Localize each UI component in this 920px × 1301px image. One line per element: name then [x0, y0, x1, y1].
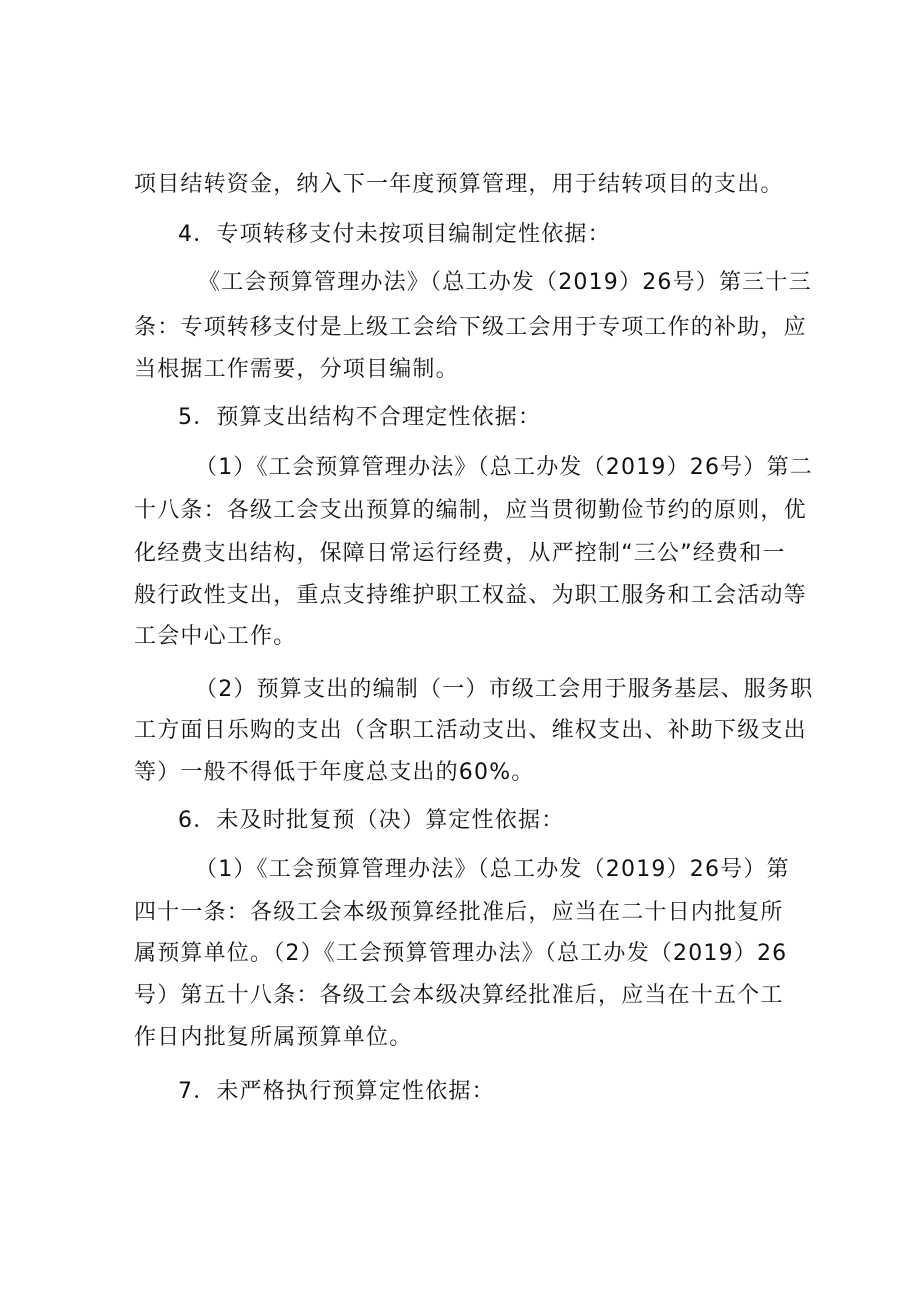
paragraph-line: 项目结转资金，纳入下一年度预算管理，用于结转项目的支出。: [134, 172, 784, 197]
paragraph-line: 作日内批复所属预算单位。: [134, 1025, 413, 1050]
section-heading-7: 7．未严格执行预算定性依据：: [178, 1079, 495, 1104]
paragraph-line: （1）《工会预算管理办法》（总工办发（2019）26号）第二: [195, 455, 813, 480]
paragraph-line: 属预算单位。（2）《工会预算管理办法》（总工办发（2019）26: [134, 941, 788, 966]
paragraph-line: 十八条：各级工会支出预算的编制，应当贯彻勤俭节约的原则，优: [134, 498, 807, 523]
paragraph-line: 四十一条：各级工会本级预算经批准后，应当在二十日内批复所: [134, 900, 784, 925]
section-heading-6: 6．未及时批复预（决）算定性依据：: [178, 808, 565, 833]
paragraph-line: 《工会预算管理办法》（总工办发（2019）26号）第三十三: [198, 270, 812, 295]
paragraph-line: 当根据工作需要，分项目编制。: [134, 357, 459, 382]
section-heading-4: 4．专项转移支付未按项目编制定性依据：: [178, 222, 611, 247]
paragraph-line: 化经费支出结构，保障日常运行经费，从严控制“三公”经费和一: [134, 541, 786, 566]
paragraph-line: 工会中心工作。: [134, 624, 297, 649]
paragraph-line: 工方面日乐购的支出（含职工活动支出、维权支出、补助下级支出: [134, 718, 807, 743]
paragraph-line: （1）《工会预算管理办法》（总工办发（2019）26号）第: [195, 857, 790, 882]
paragraph-line: 号）第五十八条：各级工会本级决算经批准后，应当在十五个工: [134, 983, 784, 1008]
paragraph-line: （2）预算支出的编制（一）市级工会用于服务基层、服务职: [195, 677, 814, 702]
paragraph-line: 等）一般不得低于年度总支出的60%。: [134, 760, 535, 785]
section-heading-5: 5．预算支出结构不合理定性依据：: [178, 405, 542, 430]
paragraph-line: 条：专项转移支付是上级工会给下级工会用于专项工作的补助，应: [134, 315, 807, 340]
paragraph-line: 般行政性支出，重点支持维护职工权益、为职工服务和工会活动等: [134, 583, 807, 608]
